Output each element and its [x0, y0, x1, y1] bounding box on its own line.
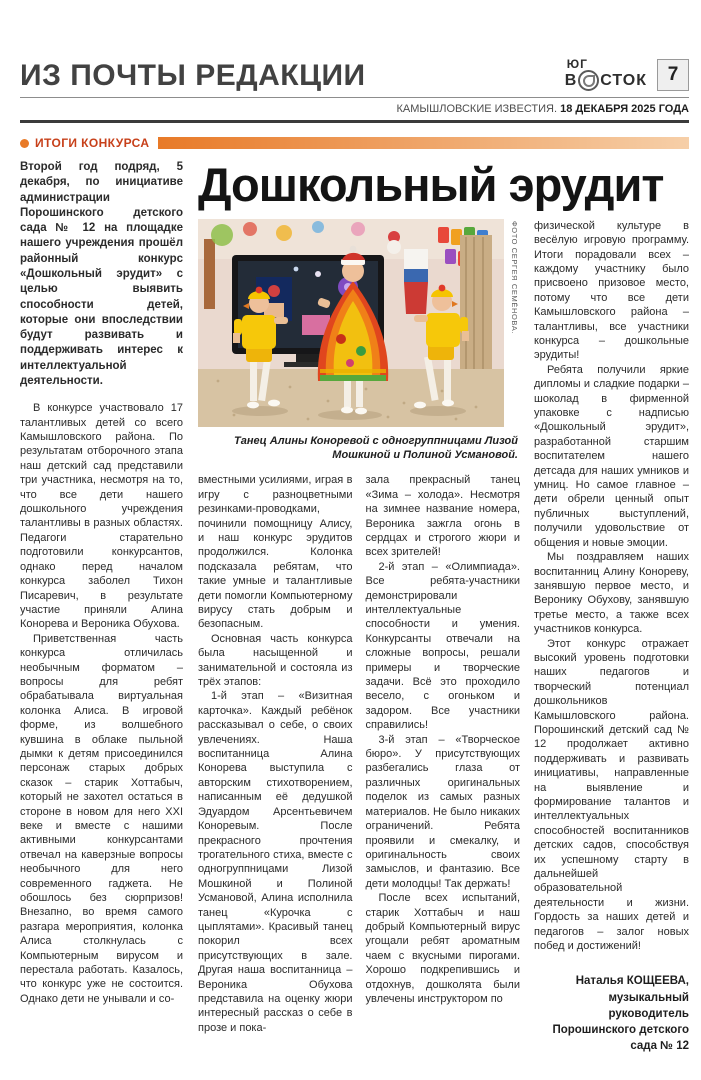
- paper-name: КАМЫШЛОВСКИЕ ИЗВЕСТИЯ.: [396, 103, 558, 115]
- column-3: [366, 473, 521, 1035]
- paragraph: физической культуре в весёлую игровую программу. Итоги порадовали всех – каждому участнику было присвоено призовое место, потому что все дети Камышловского района – талантливы, все участники конкурса – дошкольные эрудиты!: [534, 219, 689, 362]
- column-2: [198, 473, 353, 1035]
- paragraph: Второй год подряд, 5 декабря, по инициативе администрации Порошинского детского сада № 12 на площадке нашего учреждения прошёл районный конкурс «Дошкольный эрудит» с целью выявить способности детей, которые они впоследствии будут развивать и поддерживать интерес к интеллектуальной деятельности.: [20, 161, 183, 387]
- photo-block: [198, 219, 520, 427]
- article: [20, 160, 689, 1054]
- paragraph: После всех испытаний, старик Хоттабыч и наш добрый Компьютерный вирус угощали ребят ароматным чаем с вкусными пирогами. Хорошо подкрепившись и отдохнув, дошколята были увлечены инструктором по: [365, 892, 520, 1005]
- rubric-bar: [158, 137, 689, 149]
- article-lower: [198, 219, 689, 1054]
- dateline-divider: [20, 120, 689, 123]
- page-header: [20, 58, 689, 91]
- byline-line: Порошинского детского: [552, 1023, 689, 1036]
- logo-emblem-icon: [578, 70, 599, 91]
- article-body: [198, 160, 689, 1054]
- middle-columns: [198, 473, 520, 1035]
- byline-line: музыкальный руководитель: [608, 991, 689, 1020]
- paragraph: Основная часть конкурса была насыщенной и занимательной и состояла из трёх этапов:: [198, 632, 353, 689]
- logo-bottom-label: [565, 70, 647, 91]
- byline-line: Наталья КОЩЕЕВА,: [575, 975, 689, 988]
- article-photo: [198, 219, 504, 427]
- article-headline: Дошкольный эрудит: [198, 158, 664, 211]
- dateline: [20, 103, 689, 115]
- logo-top-label: ЮГ: [566, 57, 588, 71]
- column-left: [20, 160, 183, 1006]
- page-title: ИЗ ПОЧТЫ РЕДАКЦИИ: [20, 59, 366, 92]
- rubric-row: [20, 136, 689, 150]
- newspaper-logo: [565, 58, 689, 91]
- logo-left-letter: В: [564, 71, 578, 89]
- column-right-text: [534, 219, 689, 954]
- paragraph: вместными усилиями, играя в игру с разноцветными резинками-проводками, починили помощницу Алису, и наш конкурс эрудитов продолжился. Колонка подсказала ребятам, что такие умные и талантливые дети помогли Компьютерному вирусу стать добрым и безопасным.: [198, 474, 353, 631]
- column-right: [534, 219, 689, 1054]
- paragraph: зала прекрасный танец «Зима – холода». Несмотря на зимнее название номера, Вероника зажгла огонь в сердцах и строгого жюри и всех зрителей!: [365, 474, 520, 559]
- header-divider: [20, 97, 689, 98]
- logo-text: [565, 58, 647, 91]
- paragraph: Ребята получили яркие дипломы и сладкие подарки – шоколад в фирменной упаковке с надписью «Дошкольный эрудит», разработанной старшим воспитателем нашего детсада для наших умников и умниц. Но самое главное – дети обрели ценный опыт публичных выступлений, получили удовольствие от общения и новые эмоции.: [534, 363, 689, 549]
- paragraph: 2-й этап – «Олимпиада». Все ребята-участники демонстрировали интеллектуальные способности и умения. Конкурсанты отвечали на сложные вопросы, решали примеры и творческие задачи. Всё это проходило весело, с огоньком и задором. Все участники справились!: [365, 560, 520, 732]
- paragraph: Мы поздравляем наших воспитанниц Алину Конореву, занявшую первое место, и Веронику Обухову, занявшую третье место, а также всех участников конкурса.: [534, 551, 689, 636]
- rubric-dot-icon: [20, 139, 29, 148]
- byline: [534, 973, 689, 1053]
- paragraph: 3-й этап – «Творческое бюро». У присутствующих разбегались глаза от различных оригинальных поделок из самых разных материалов. Не было никаких ограничений. Ребята проявили и смекалку, и оригинальность своих замыслов, и фантазию. Все дети молодцы! Так держать!: [365, 733, 520, 890]
- byline-line: сада № 12: [630, 1039, 689, 1052]
- page-number: 7: [657, 59, 689, 91]
- article-middle: [198, 219, 520, 1035]
- rubric-label: ИТОГИ КОНКУРСА: [35, 136, 150, 150]
- issue-date: 18 ДЕКАБРЯ 2025 ГОДА: [560, 103, 689, 115]
- paragraph: Этот конкурс отражает высокий уровень подготовки наших педагогов и творческий потенциал дошкольников Камышловского района. Порошинский детский сад № 12 продолжает активно поддерживать и развивать инициативы, направленные на выявление и формирование талантов и интеллектуальных способностей воспитанников детских садов, способствуя их успешному старту в дальнейшей образовательной деятельности и жизни. Гордость за наших детей и педагогов – залог новых побед и достижений!: [534, 637, 689, 953]
- paragraph: 1-й этап – «Визитная карточка». Каждый ребёнок рассказывал о себе, о своих увлечениях. Наша воспитанница Алина Конорева выступила с авторским стихотворением, написанным её дедушкой Эдуардом Арсентьевичем Коноревым. После прекрасного прочтения трогательного стиха, вместе с одногруппницами Лизой Мошкиной и Полиной Усмановой, Алина исполнила танец «Курочка с цыплятами». Красивый танец покорил всех присутствующих в зале. Другая наша воспитанница – Вероника Обухова представила на оценку жюри интересный рассказ о себе в прозе и пока-: [198, 690, 353, 1034]
- photo-credit: ФОТО СЕРГЕЯ СЕМЁНОВА.: [510, 220, 519, 334]
- paragraph: В конкурсе участвовало 17 талантливых детей со всего Камышловского района. По результатам отборочного этапа наш детский сад представили три участника, несмотря на то, что все дети нашего дошкольного учреждения талантливы в разных областях. Педагоги старательно подготовили конкурсантов, однако перед началом конкурса заболел Тихон Писаревич, в результате участие приняли Алина Конорева и Вероника Обухова.: [20, 402, 183, 631]
- paragraph: Приветственная часть конкурса отличилась необычным форматом – вопросы для ребят обрабатывала виртуальная колонка Алиса. В игровой форме, из волшебного кувшина в облаке пыльной дымки к детям присоединился персонаж старых добрых сказок – старик Хоттабыч, который не захотел остаться в стороне в новом для него XXI веке и вместе с нашими активными конкурсантами отвечал на каверзные вопросы необычного для него современного гаджета. Не обошлось без сюрпризов! Внезапно, во время самого разгара мероприятия, колонка Алиса столкнулась с Компьютерным вирусом и перестала работать. Казалось, что конкурс уже не состоится. Однако дети не унывали и со-: [20, 632, 183, 1005]
- logo-right-letters: СТОК: [600, 71, 647, 89]
- photo-caption: Танец Алины Коноревой с одногруппницами Лизой Мошкиной и Полиной Усмановой.: [234, 434, 518, 462]
